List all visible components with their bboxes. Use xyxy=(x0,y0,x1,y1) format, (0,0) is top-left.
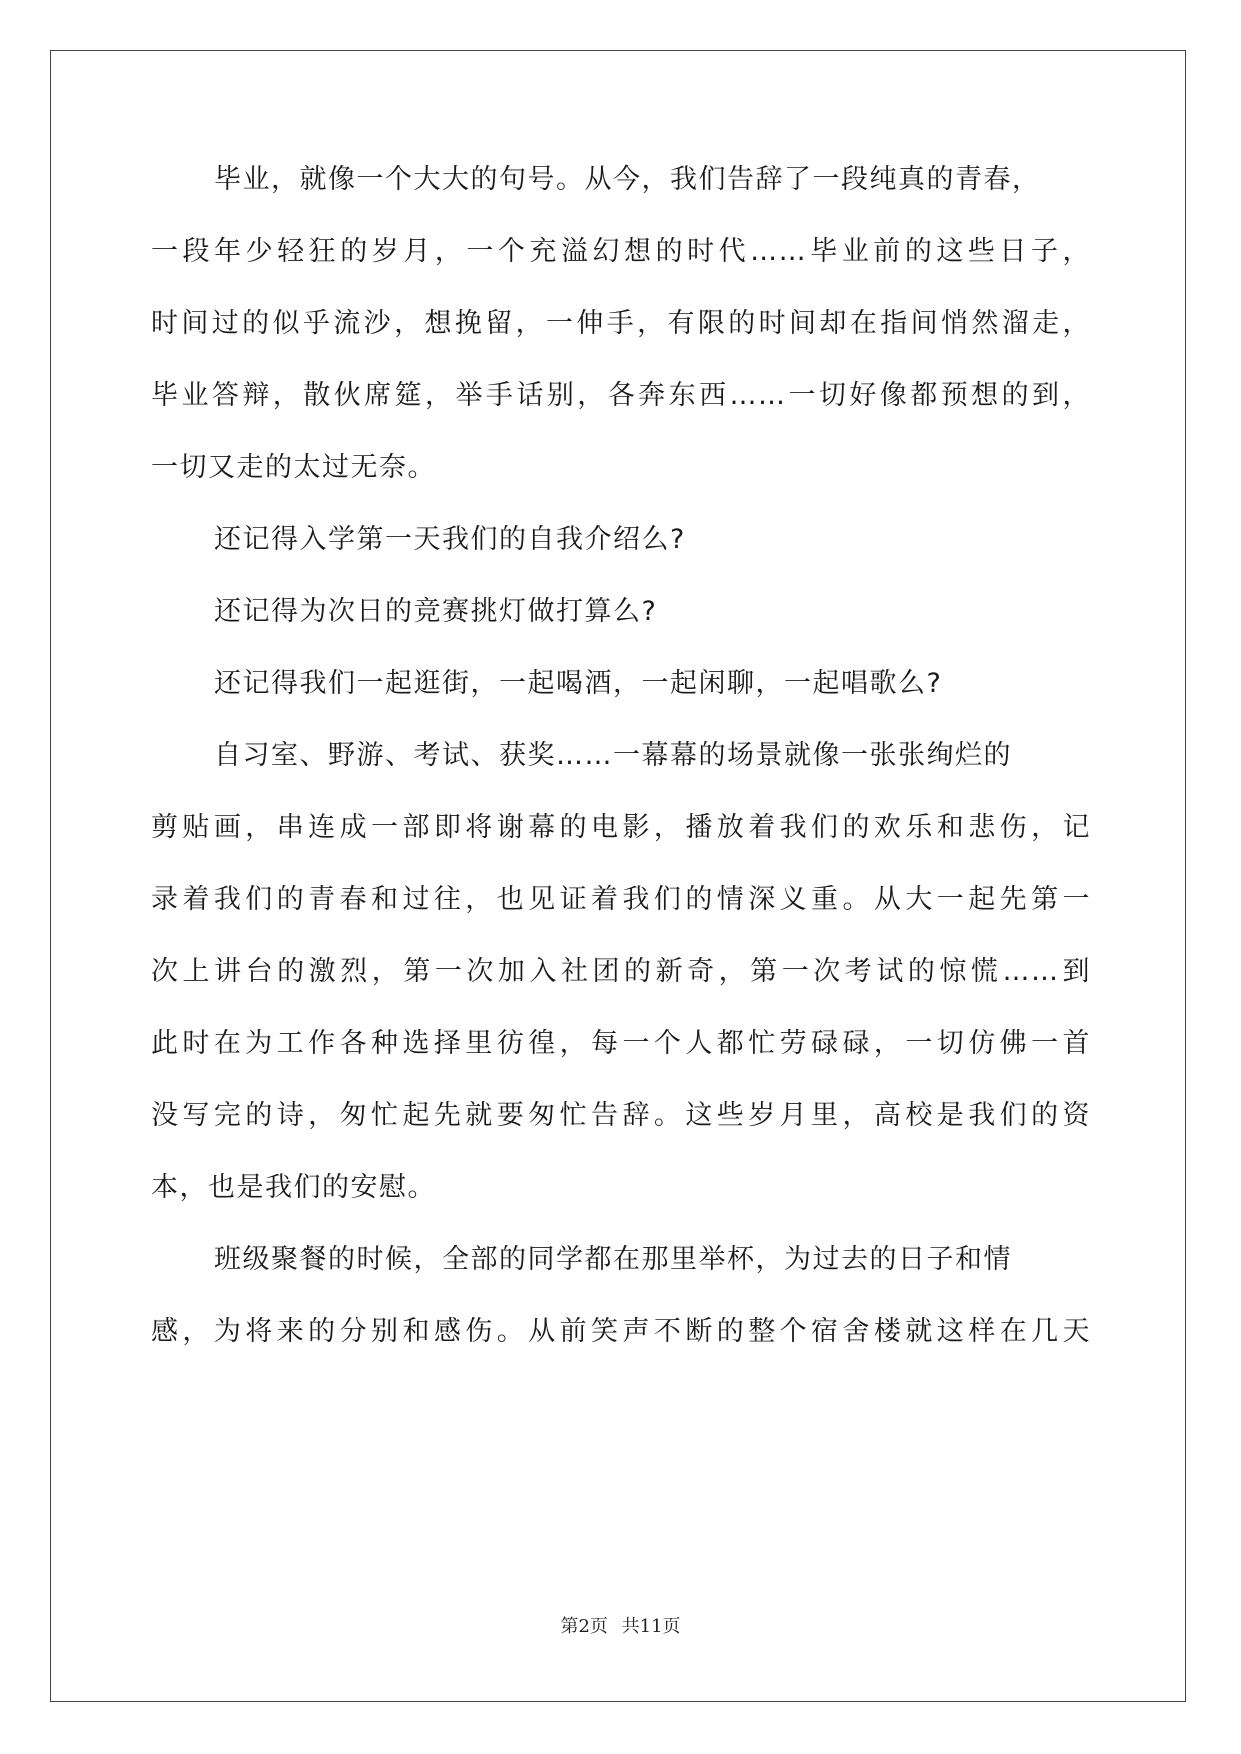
text-line: 没写完的诗，匆忙起先就要匆忙告辞。这些岁月里，高校是我们的资 xyxy=(151,1100,1091,1131)
page-footer xyxy=(0,1612,1241,1638)
text-line: 一切又走的太过无奈。 xyxy=(151,452,436,483)
page-total: 共11页 xyxy=(621,1616,681,1637)
text-line: 一段年少轻狂的岁月，一个充溢幻想的时代……毕业前的这些日子， xyxy=(151,236,1091,267)
text-line: 剪贴画，串连成一部即将谢幕的电影，播放着我们的欢乐和悲伤，记 xyxy=(151,812,1091,843)
text-line: 次上讲台的激烈，第一次加入社团的新奇，第一次考试的惊慌……到 xyxy=(151,956,1091,987)
text-line: 自习室、野游、考试、获奖……一幕幕的场景就像一张张绚烂的 xyxy=(214,740,1012,771)
text-line: 还记得我们一起逛街，一起喝酒，一起闲聊，一起唱歌么? xyxy=(214,668,943,699)
text-line: 本，也是我们的安慰。 xyxy=(151,1172,436,1203)
page-border xyxy=(50,50,1186,1702)
text-line: 还记得入学第一天我们的自我介绍么? xyxy=(214,524,686,555)
page-number: 第2页 xyxy=(560,1616,608,1637)
text-line: 毕业，就像一个大大的句号。从今，我们告辞了一段纯真的青春， xyxy=(214,164,1041,195)
text-line: 感，为将来的分别和感伤。从前笑声不断的整个宿舍楼就这样在几天 xyxy=(151,1316,1091,1347)
text-line: 时间过的似乎流沙，想挽留，一伸手，有限的时间却在指间悄然溜走， xyxy=(151,308,1091,339)
text-line: 班级聚餐的时候，全部的同学都在那里举杯，为过去的日子和情 xyxy=(214,1244,1012,1275)
text-line: 录着我们的青春和过往，也见证着我们的情深义重。从大一起先第一 xyxy=(151,884,1091,915)
text-line: 毕业答辩，散伙席筵，举手话别，各奔东西……一切好像都预想的到， xyxy=(151,380,1091,411)
text-line: 还记得为次日的竞赛挑灯做打算么? xyxy=(214,596,658,627)
text-line: 此时在为工作各种选择里彷徨，每一个人都忙劳碌碌，一切仿佛一首 xyxy=(151,1028,1091,1059)
